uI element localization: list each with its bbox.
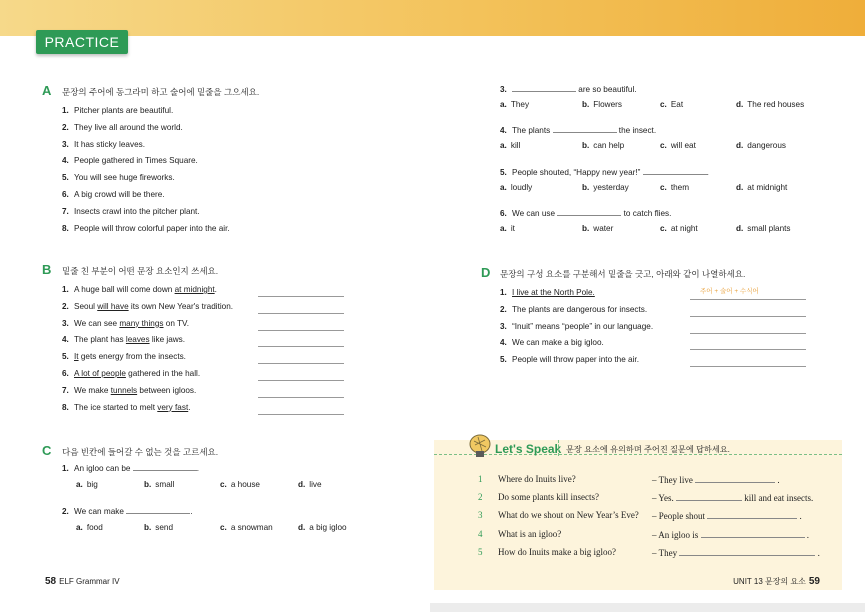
option[interactable]: [220, 523, 273, 532]
option-text: loudly: [510, 183, 533, 192]
list-item: [62, 207, 200, 216]
item-text: A big crowd will be there.: [74, 190, 165, 199]
answer-blank[interactable]: [679, 547, 815, 556]
question-text-pre: People shouted, “Happy new year!”: [512, 168, 643, 177]
speak-question: [478, 474, 576, 484]
item-text-post: .: [214, 285, 217, 294]
page-number-right: 59: [808, 576, 820, 587]
option-letter: d.: [736, 141, 744, 150]
option-letter: b.: [144, 523, 152, 532]
footer-right: [733, 576, 823, 587]
item-text-post: gathered in the hall.: [125, 369, 201, 378]
underlined-part: will have: [97, 301, 129, 311]
item-text: We can make a big igloo.: [512, 338, 604, 348]
underlined-part: very fast: [157, 402, 189, 412]
item-text: I live at the North Pole.: [512, 288, 595, 297]
list-item: [62, 173, 175, 182]
section-c-letter: C: [42, 443, 52, 458]
item-number: 6.: [62, 190, 69, 199]
item-number: 5.: [62, 352, 69, 362]
option-text: will eat: [670, 141, 696, 150]
speak-question-text: What is an igloo?: [498, 528, 562, 539]
speak-answer: [652, 492, 813, 503]
section-a-title: 문장의 주어에 동그라미 하고 술어에 밑줄을 그으세요.: [62, 87, 260, 97]
section-b-title: 밑줄 친 부분이 어떤 문장 요소인지 쓰세요.: [62, 266, 219, 276]
answer-line[interactable]: [690, 349, 806, 350]
option-letter: a.: [500, 100, 507, 109]
underlined-part: leaves: [125, 335, 150, 345]
speak-question-text: Where do Inuits live?: [498, 474, 576, 484]
option[interactable]: [582, 183, 629, 192]
item-text-post: gets energy from the insects.: [78, 352, 186, 362]
question-text-post: .: [706, 168, 709, 177]
option-letter: d.: [298, 480, 306, 489]
option-letter: c.: [660, 224, 667, 233]
speak-answer-post: .: [777, 475, 780, 485]
speak-answer-pre: – They: [652, 547, 678, 558]
item-text: You will see huge fireworks.: [74, 173, 175, 183]
option[interactable]: [582, 224, 613, 233]
speak-answer-pre: – Yes.: [652, 493, 674, 504]
question-text-post: to catch flies.: [621, 209, 672, 218]
option-letter: a.: [500, 224, 507, 233]
option-letter: a.: [76, 523, 83, 532]
option-text: a house: [230, 480, 260, 489]
option-text: The red houses: [747, 100, 805, 109]
answer-line[interactable]: [258, 346, 344, 347]
item-number: 1.: [500, 288, 507, 297]
question: [62, 462, 199, 473]
item-number: 1.: [62, 106, 69, 115]
option-letter: b.: [582, 224, 590, 233]
lets-speak-subtitle: 문장 요소에 유의하며 주어진 질문에 답하세요.: [566, 445, 730, 454]
item-text: Insects crawl into the pitcher plant.: [74, 206, 200, 216]
speak-question-text: What do we shout on New Year’s Eve?: [498, 510, 639, 521]
item-number: 4.: [62, 156, 69, 166]
option-letter: b.: [582, 141, 590, 150]
item-number: 3.: [62, 139, 69, 149]
answer-line[interactable]: [690, 333, 806, 334]
option-text: They: [510, 100, 530, 109]
option-letter: b.: [582, 100, 590, 109]
list-item: [62, 156, 198, 165]
question-text-post: are so beautiful.: [576, 85, 637, 94]
section-a-letter: A: [42, 83, 52, 98]
option-text: a snowman: [230, 523, 273, 532]
list-item: [62, 140, 145, 149]
question: [500, 83, 637, 94]
option-text: Eat: [670, 100, 684, 109]
option-letter: a.: [500, 183, 507, 192]
option-letter: a.: [500, 141, 507, 150]
answer-line[interactable]: [258, 414, 344, 415]
answer-blank[interactable]: [695, 474, 775, 483]
option[interactable]: [660, 224, 698, 233]
speak-question: [478, 510, 639, 520]
underlined-part: tunnels: [110, 385, 138, 395]
speak-number: 5: [478, 546, 483, 557]
item-text-pre: The plant has: [74, 335, 126, 345]
item-text: “Inuit” means “people” in our language.: [512, 321, 654, 331]
answer-blank[interactable]: [512, 83, 576, 92]
item-number: 8.: [62, 223, 69, 233]
footer-unit-title: UNIT 13 문장의 요소: [733, 577, 806, 586]
option-text: live: [309, 480, 322, 489]
item-number: 6.: [500, 209, 507, 218]
option-letter: d.: [736, 183, 744, 192]
item-text-pre: The ice started to melt: [74, 402, 158, 412]
question: [500, 166, 709, 177]
speak-question: [478, 529, 561, 539]
item-text-post: .: [188, 402, 191, 412]
question-text: We can make: [74, 507, 124, 516]
answer-blank[interactable]: [133, 462, 200, 473]
question-text-pre: We can use: [512, 209, 558, 218]
option[interactable]: [144, 523, 173, 532]
option[interactable]: [660, 141, 696, 150]
option-text: a big igloo: [309, 523, 347, 532]
list-item: [62, 352, 186, 361]
question: [62, 505, 192, 516]
option-text: small: [155, 480, 175, 489]
list-item: [500, 322, 653, 331]
option[interactable]: [736, 224, 791, 233]
option-letter: c.: [660, 100, 667, 109]
speak-answer-pre: – They live: [652, 475, 693, 485]
option-letter: c.: [220, 523, 227, 532]
option-text: dangerous: [747, 141, 786, 150]
option[interactable]: [298, 523, 347, 532]
item-number: 2.: [62, 507, 69, 516]
list-item: [500, 355, 639, 364]
list-item: [62, 386, 196, 395]
item-text-post: like jaws.: [149, 335, 186, 345]
option[interactable]: [298, 480, 322, 489]
option-text: food: [86, 523, 103, 532]
question-end: .: [190, 507, 193, 516]
option[interactable]: [500, 141, 520, 150]
speak-answer-post: .: [799, 511, 802, 522]
option[interactable]: [500, 183, 532, 192]
item-text-post: its own New Year's tradition.: [128, 301, 234, 311]
item-text-post: on TV.: [163, 318, 190, 328]
list-item: [62, 302, 233, 311]
option-text: can help: [593, 141, 625, 150]
answer-blank[interactable]: [701, 529, 805, 538]
list-item: [500, 288, 595, 297]
speak-answer: [652, 474, 780, 485]
speak-number: 1: [478, 474, 483, 484]
answer-line[interactable]: [690, 316, 806, 317]
speak-question-text: Do some plants kill insects?: [498, 492, 599, 503]
item-text: Pitcher plants are beautiful.: [74, 106, 174, 115]
option-letter: c.: [220, 480, 227, 489]
speak-number: 4: [478, 528, 483, 539]
answer-blank[interactable]: [643, 166, 707, 175]
option[interactable]: [582, 141, 624, 150]
lets-speak-title: Let's Speak: [495, 442, 562, 456]
option-text: big: [86, 480, 98, 489]
item-text: They live all around the world.: [74, 122, 183, 132]
item-text: People will throw colorful paper into the air.: [74, 223, 230, 233]
question-text-pre: The plants: [512, 126, 553, 135]
question-text-post: the insect.: [616, 126, 657, 135]
underlined-part: many things: [119, 318, 164, 328]
item-text: The plants are dangerous for insects.: [512, 304, 648, 314]
option[interactable]: [76, 523, 103, 532]
item-number: 7.: [62, 206, 69, 216]
option-letter: d.: [298, 523, 306, 532]
answer-line[interactable]: [258, 397, 344, 398]
question-end: .: [196, 464, 200, 473]
answer-blank[interactable]: [553, 124, 617, 133]
answer-blank[interactable]: [557, 207, 621, 216]
list-item: [62, 190, 165, 199]
item-number: 3.: [500, 321, 507, 331]
answer-blank[interactable]: [676, 492, 742, 501]
list-item: [62, 285, 217, 294]
speak-question: [478, 492, 599, 502]
answer-line[interactable]: [258, 313, 344, 314]
item-text-pre: We can see: [74, 318, 120, 328]
option[interactable]: [144, 480, 174, 489]
answer-line[interactable]: [690, 299, 806, 300]
option-letter: d.: [736, 100, 744, 109]
speak-answer: [652, 547, 820, 558]
option-text: at midnight: [747, 183, 788, 192]
answer-line[interactable]: [258, 380, 344, 381]
question-text: An igloo can be: [74, 464, 131, 473]
speak-number: 3: [478, 510, 483, 521]
option[interactable]: [660, 100, 683, 109]
answer-line[interactable]: [690, 366, 806, 367]
item-number: 4.: [62, 335, 69, 345]
question: [500, 207, 671, 218]
item-number: 5.: [62, 173, 69, 183]
header-bar: [0, 0, 865, 36]
option-text: them: [670, 183, 690, 192]
option[interactable]: [736, 100, 804, 109]
speak-answer-post: .: [806, 529, 810, 540]
practice-label: PRACTICE: [36, 30, 128, 54]
item-number: 3.: [62, 318, 69, 328]
speak-answer-post: .: [817, 547, 820, 558]
speak-question-text: How do Inuits make a big igloo?: [498, 546, 616, 557]
list-item: [62, 403, 191, 412]
option-letter: c.: [660, 141, 667, 150]
underlined-part: A lot of people: [74, 369, 126, 378]
section-d-letter: D: [481, 265, 491, 280]
option-text: yesterday: [593, 183, 629, 192]
item-text-pre: Seoul: [74, 301, 98, 311]
speak-answer-post: kill and eat insects.: [744, 493, 814, 504]
list-item: [62, 369, 200, 378]
answer-line[interactable]: [258, 363, 344, 364]
footer-book-title: ELF Grammar IV: [59, 577, 120, 586]
option-text: Flowers: [593, 100, 622, 109]
option[interactable]: [736, 141, 786, 150]
option-text: small plants: [747, 224, 791, 233]
answer-line[interactable]: [258, 330, 344, 331]
speak-answer-pre: – People shout: [652, 511, 705, 522]
option-letter: a.: [76, 480, 83, 489]
item-number: 5.: [500, 168, 507, 177]
answer-line[interactable]: [258, 296, 344, 297]
question: [500, 124, 656, 135]
option[interactable]: [76, 480, 98, 489]
item-number: 4.: [500, 126, 507, 135]
list-item: [500, 338, 604, 347]
speak-answer: [652, 529, 809, 540]
section-b-letter: B: [42, 262, 52, 277]
option-text: water: [593, 224, 614, 233]
item-text: People will throw paper into the air.: [512, 355, 639, 365]
speak-number: 2: [478, 492, 483, 503]
list-item: [62, 106, 173, 115]
option-letter: c.: [660, 183, 667, 192]
underlined-part: It: [74, 352, 79, 362]
item-number: 4.: [500, 338, 507, 348]
item-text-pre: A huge ball will come down: [74, 285, 175, 294]
option[interactable]: [500, 100, 529, 109]
page-number-left: 58: [45, 576, 57, 587]
section-c-title: 다음 빈칸에 들어갈 수 없는 것을 고르세요.: [62, 447, 219, 457]
item-number: 2.: [62, 301, 69, 311]
item-text: People gathered in Times Square.: [74, 156, 198, 166]
item-number: 7.: [62, 385, 69, 395]
answer-blank[interactable]: [126, 505, 193, 516]
option-text: send: [155, 523, 174, 532]
answer-blank[interactable]: [707, 510, 797, 519]
list-item: [62, 319, 189, 328]
list-item: [62, 335, 185, 344]
footer-left: [42, 576, 120, 587]
section-d-title: 문장의 구성 요소를 구분해서 밑줄을 긋고, 아래와 같이 나열하세요.: [500, 269, 746, 279]
list-item: [62, 224, 230, 233]
item-number: 1.: [62, 285, 69, 294]
item-number: 3.: [500, 85, 507, 94]
item-number: 1.: [62, 464, 69, 473]
speak-answer: [652, 510, 802, 521]
option[interactable]: [582, 100, 622, 109]
speak-question: [478, 547, 616, 557]
item-number: 2.: [62, 122, 69, 132]
item-number: 2.: [500, 304, 507, 314]
item-text: It has sticky leaves.: [74, 139, 145, 149]
option[interactable]: [660, 183, 689, 192]
item-number: 6.: [62, 369, 69, 378]
option[interactable]: [220, 480, 260, 489]
list-item: [500, 305, 647, 314]
answer-hint: 주어 + 술어 + 수식어: [700, 288, 759, 295]
lets-speak-separator: [558, 440, 559, 456]
item-number: 5.: [500, 355, 507, 365]
underlined-part: at midnight: [174, 285, 215, 294]
option-text: at night: [670, 224, 698, 233]
bottom-strip: [430, 603, 865, 612]
option-letter: b.: [582, 183, 590, 192]
item-text-pre: We make: [74, 385, 111, 395]
option[interactable]: [736, 183, 787, 192]
option-letter: b.: [144, 480, 152, 489]
option-text: kill: [510, 141, 521, 150]
item-number: 8.: [62, 402, 69, 412]
option[interactable]: [500, 224, 515, 233]
option-letter: d.: [736, 224, 744, 233]
mic-icon: [466, 432, 494, 463]
list-item: [62, 123, 183, 132]
item-text-post: between igloos.: [137, 385, 197, 395]
option-text: it: [510, 224, 515, 233]
speak-answer-pre: – An igloo is: [652, 529, 699, 540]
